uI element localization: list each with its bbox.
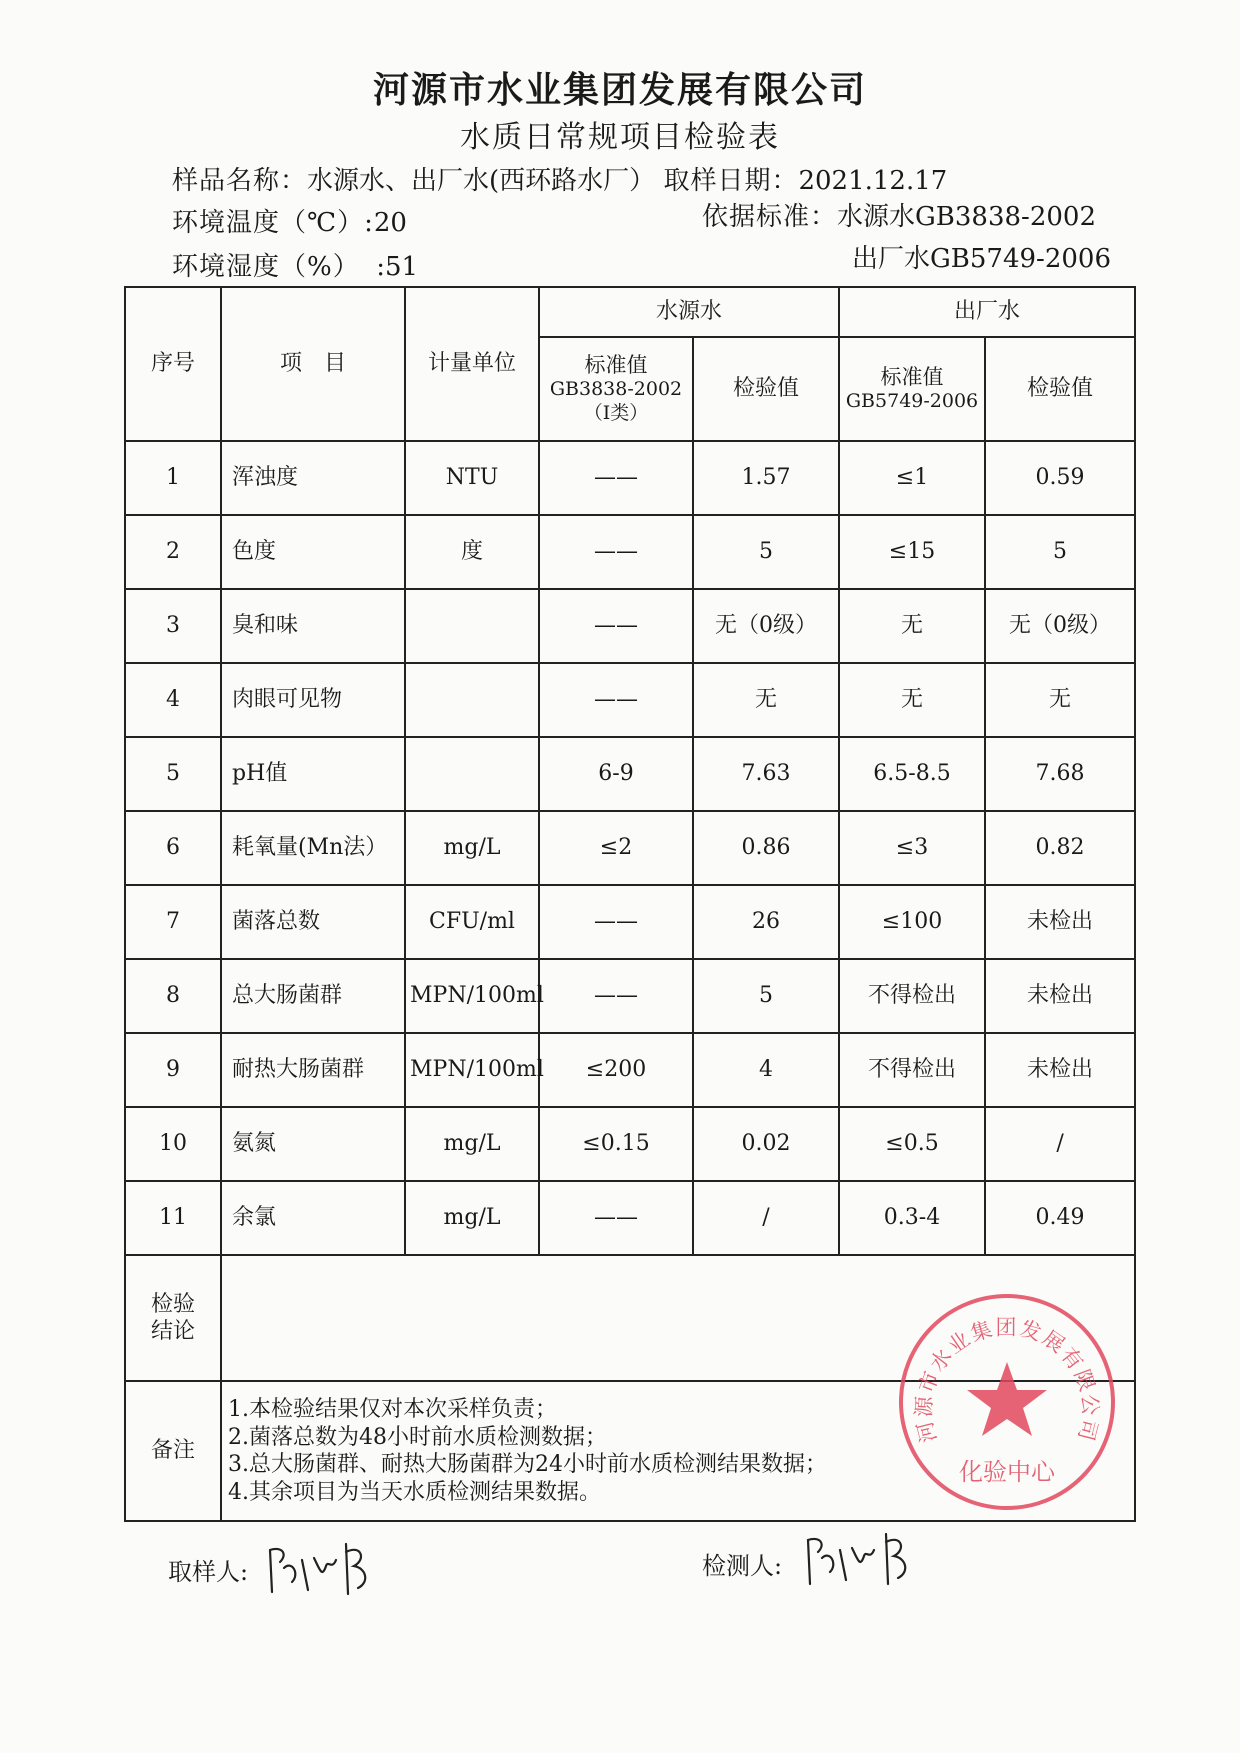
seal-center-text: 化验中心 <box>959 1458 1055 1486</box>
standard-label: 依据标准： <box>702 202 838 232</box>
row-finished-value: 0.82 <box>985 811 1135 885</box>
table-row <box>125 1107 1135 1181</box>
row-finished-standard: 0.3-4 <box>839 1181 985 1255</box>
row-item: 臭和味 <box>221 589 405 663</box>
row-source-standard: —— <box>539 441 693 515</box>
row-index: 7 <box>125 885 221 959</box>
row-finished-standard: 不得检出 <box>839 1033 985 1107</box>
row-finished-standard: ≤100 <box>839 885 985 959</box>
row-finished-standard: 不得检出 <box>839 959 985 1033</box>
temperature-line <box>172 202 407 239</box>
row-unit <box>405 663 539 737</box>
row-finished-value: / <box>985 1107 1135 1181</box>
row-index: 5 <box>125 737 221 811</box>
sample-name-label: 样品名称： <box>172 166 308 196</box>
row-finished-value: 7.68 <box>985 737 1135 811</box>
row-index: 6 <box>125 811 221 885</box>
sample-date-label: 取样日期： <box>663 166 799 196</box>
header-finished-standard <box>839 337 985 441</box>
row-source-value: 7.63 <box>693 737 839 811</box>
row-index: 4 <box>125 663 221 737</box>
row-index: 11 <box>125 1181 221 1255</box>
row-unit: mg/L <box>405 1181 539 1255</box>
temperature-label: 环境温度（℃）: <box>172 208 374 238</box>
remark-item: 3.总大肠菌群、耐热大肠菌群为24小时前水质检测结果数据； <box>228 1452 827 1477</box>
form-title: 水质日常规项目检验表 <box>460 120 780 155</box>
table-row <box>125 885 1135 959</box>
row-finished-value: 未检出 <box>985 1033 1135 1107</box>
tester-signature <box>798 1522 928 1592</box>
row-finished-standard: 无 <box>839 589 985 663</box>
standard-finished-line <box>852 238 1111 275</box>
row-source-value: 1.57 <box>693 441 839 515</box>
row-finished-value: 未检出 <box>985 959 1135 1033</box>
row-source-standard: —— <box>539 885 693 959</box>
row-finished-standard: 6.5-8.5 <box>839 737 985 811</box>
table-row <box>125 589 1135 663</box>
sample-name-line <box>172 160 947 197</box>
row-item: pH值 <box>221 737 405 811</box>
humidity-line <box>172 246 418 283</box>
row-source-value: 26 <box>693 885 839 959</box>
row-source-value: 5 <box>693 515 839 589</box>
row-finished-standard: ≤3 <box>839 811 985 885</box>
sample-name-value: 水源水、出厂水(西环路水厂） <box>307 166 656 196</box>
row-source-standard: —— <box>539 663 693 737</box>
header-source-standard-line3: （Ⅰ类） <box>583 402 649 425</box>
row-source-standard: ≤2 <box>539 811 693 885</box>
row-unit: MPN/100ml <box>405 1033 539 1107</box>
row-unit: mg/L <box>405 811 539 885</box>
row-item: 菌落总数 <box>221 885 405 959</box>
row-item: 色度 <box>221 515 405 589</box>
humidity-value: :51 <box>376 252 419 282</box>
header-source-water: 水源水 <box>539 287 839 337</box>
row-source-standard: —— <box>539 959 693 1033</box>
table-row <box>125 441 1135 515</box>
row-source-value: 0.86 <box>693 811 839 885</box>
remark-item: 1.本检验结果仅对本次采样负责； <box>228 1397 557 1422</box>
row-index: 10 <box>125 1107 221 1181</box>
table-row <box>125 959 1135 1033</box>
remarks-label: 备注 <box>125 1381 221 1521</box>
standard-finished-value: 出厂水GB5749-2006 <box>852 244 1111 274</box>
standard-line <box>702 196 1096 233</box>
temperature-value: 20 <box>373 208 407 238</box>
table-row <box>125 1033 1135 1107</box>
header-index: 序号 <box>125 287 221 441</box>
humidity-label: 环境湿度（%） <box>172 252 360 282</box>
header-finished-standard-line2: GB5749-2006 <box>845 390 979 413</box>
row-source-value: / <box>693 1181 839 1255</box>
header-source-result: 检验值 <box>693 337 839 441</box>
row-finished-value: 0.49 <box>985 1181 1135 1255</box>
header-finished-result: 检验值 <box>985 337 1135 441</box>
row-item: 总大肠菌群 <box>221 959 405 1033</box>
row-finished-value: 无（0级） <box>985 589 1135 663</box>
remark-item: 4.其余项目为当天水质检测结果数据。 <box>228 1479 601 1505</box>
table-row <box>125 737 1135 811</box>
tester-label: 检测人: <box>702 1552 783 1580</box>
row-source-standard: ≤0.15 <box>539 1107 693 1181</box>
row-unit <box>405 589 539 663</box>
row-finished-standard: ≤15 <box>839 515 985 589</box>
row-item: 氨氮 <box>221 1107 405 1181</box>
row-unit: NTU <box>405 441 539 515</box>
row-item: 余氯 <box>221 1181 405 1255</box>
header-source-standard-line1: 标准值 <box>584 353 648 378</box>
row-unit: 度 <box>405 515 539 589</box>
row-item: 肉眼可见物 <box>221 663 405 737</box>
conclusion-label <box>125 1255 221 1381</box>
table-row <box>125 515 1135 589</box>
row-finished-value: 0.59 <box>985 441 1135 515</box>
header-unit: 计量单位 <box>405 287 539 441</box>
row-source-standard: —— <box>539 589 693 663</box>
row-finished-standard: ≤0.5 <box>839 1107 985 1181</box>
standard-source-value: 水源水GB3838-2002 <box>837 202 1097 232</box>
row-index: 9 <box>125 1033 221 1107</box>
row-finished-value: 未检出 <box>985 885 1135 959</box>
seal-star-icon <box>967 1362 1047 1436</box>
row-unit: CFU/ml <box>405 885 539 959</box>
row-index: 8 <box>125 959 221 1033</box>
row-source-value: 4 <box>693 1033 839 1107</box>
row-index: 2 <box>125 515 221 589</box>
row-source-standard: ≤200 <box>539 1033 693 1107</box>
header-source-standard-line2: GB3838-2002 <box>549 378 683 401</box>
remark-item: 2.菌落总数为48小时前水质检测数据； <box>228 1424 607 1450</box>
conclusion-label-line1: 检验 <box>150 1291 195 1317</box>
row-finished-standard: 无 <box>839 663 985 737</box>
seal-text: 河源市水业集团发展有限公司 <box>911 1315 1103 1446</box>
row-source-value: 无（0级） <box>693 589 839 663</box>
table-row <box>125 1181 1135 1255</box>
row-finished-standard: ≤1 <box>839 441 985 515</box>
row-unit: mg/L <box>405 1107 539 1181</box>
table-row <box>125 811 1135 885</box>
row-index: 3 <box>125 589 221 663</box>
row-item: 浑浊度 <box>221 441 405 515</box>
sample-date-value: 2021.12.17 <box>798 166 948 196</box>
header-finished-standard-line1: 标准值 <box>880 365 944 389</box>
sampler-label: 取样人: <box>168 1558 249 1586</box>
row-index: 1 <box>125 441 221 515</box>
conclusion-label-line2: 结论 <box>150 1319 195 1344</box>
row-finished-value: 无 <box>985 663 1135 737</box>
row-unit: MPN/100ml <box>405 959 539 1033</box>
header-source-standard <box>539 337 693 441</box>
row-unit <box>405 737 539 811</box>
row-finished-value: 5 <box>985 515 1135 589</box>
header-finished-water: 出厂水 <box>839 287 1135 337</box>
row-source-standard: —— <box>539 515 693 589</box>
row-source-value: 5 <box>693 959 839 1033</box>
row-source-value: 无 <box>693 663 839 737</box>
row-source-standard: 6-9 <box>539 737 693 811</box>
company-title: 河源市水业集团发展有限公司 <box>372 69 867 111</box>
row-source-value: 0.02 <box>693 1107 839 1181</box>
official-seal-stamp <box>895 1290 1119 1514</box>
row-source-standard: —— <box>539 1181 693 1255</box>
table-row <box>125 663 1135 737</box>
header-item: 项 目 <box>221 287 405 441</box>
row-item: 耗氧量(Mn法） <box>221 811 405 885</box>
row-item: 耐热大肠菌群 <box>221 1033 405 1107</box>
sampler-signature <box>262 1530 382 1600</box>
